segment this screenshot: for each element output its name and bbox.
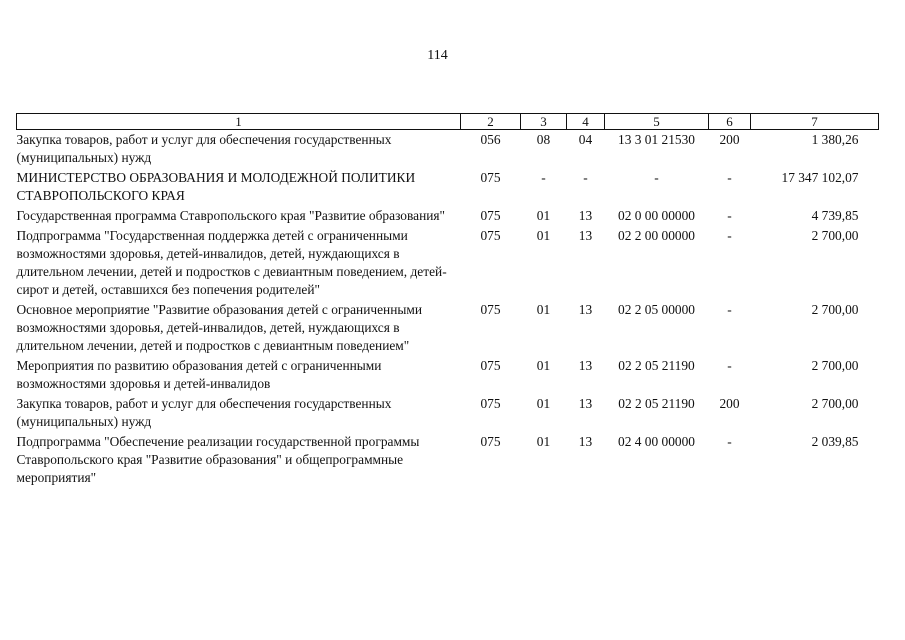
row-col-6: -	[727, 170, 732, 185]
row-col-5: 02 2 00 00000	[618, 228, 695, 243]
row-col-2: 075	[480, 228, 501, 243]
row-col-2: 056	[480, 132, 501, 147]
row-col-5: 02 2 05 00000	[618, 302, 695, 317]
row-amount: 17 347 102,07	[781, 170, 859, 185]
row-col-5: 02 0 00 00000	[618, 208, 695, 223]
row-col-3: 01	[536, 358, 551, 373]
header-col-7: 7	[751, 114, 879, 130]
row-col-6: 200	[719, 396, 740, 411]
header-row	[17, 114, 879, 130]
header-col-2: 2	[461, 114, 521, 130]
row-amount: 2 039,85	[811, 434, 859, 449]
table-row	[17, 130, 879, 170]
header-col-3: 3	[521, 114, 567, 130]
page-number: 114	[427, 48, 448, 63]
row-col-3: 01	[536, 302, 551, 317]
row-amount: 4 739,85	[811, 208, 859, 223]
row-amount: 2 700,00	[811, 228, 859, 243]
row-col-3: 01	[536, 396, 551, 411]
row-col-2: 075	[480, 302, 501, 317]
row-name: Закупка товаров, работ и услуг для обеспечения государственных (муниципальных) нужд	[16, 396, 392, 429]
row-col-2: 075	[480, 358, 501, 373]
row-col-6: -	[727, 208, 732, 223]
row-col-5: 02 4 00 00000	[618, 434, 695, 449]
row-col-6: -	[727, 228, 732, 243]
header-col-5: 5	[605, 114, 709, 130]
row-col-5: 02 2 05 21190	[618, 396, 695, 411]
row-col-3: 01	[536, 434, 551, 449]
row-col-5: -	[654, 170, 659, 185]
header-col-4: 4	[567, 114, 605, 130]
row-name: Основное мероприятие "Развитие образования детей с ограниченными возможностями здоровья, детей-инвалидов, детей, нуждающихся в длительном лечении, детей и подростков с девиантным поведением"	[16, 302, 423, 353]
row-amount: 2 700,00	[811, 396, 859, 411]
row-name: Государственная программа Ставропольского края "Развитие образования"	[16, 208, 446, 223]
row-col-6: -	[727, 434, 732, 449]
header-col-1: 1	[17, 114, 461, 130]
row-col-4: 04	[578, 132, 593, 147]
header-col-6: 6	[709, 114, 751, 130]
row-name: Подпрограмма "Обеспечение реализации государственной программы Ставропольского края "Развитие образования" и общепрограммные мероприятия"	[16, 434, 420, 485]
budget-table	[16, 113, 879, 489]
row-col-4: -	[583, 170, 588, 185]
row-col-4: 13	[578, 228, 593, 243]
row-col-2: 075	[480, 208, 501, 223]
row-col-6: -	[727, 302, 732, 317]
row-col-5: 13 3 01 21530	[618, 132, 695, 147]
row-col-4: 13	[578, 358, 593, 373]
row-name: Закупка товаров, работ и услуг для обеспечения государственных (муниципальных) нужд	[16, 132, 392, 165]
row-col-4: 13	[578, 302, 593, 317]
table-row	[17, 395, 879, 433]
table-row	[17, 301, 879, 357]
row-col-6: -	[727, 358, 732, 373]
row-amount: 2 700,00	[811, 302, 859, 317]
table-row	[17, 169, 879, 207]
table-row	[17, 357, 879, 395]
row-amount: 2 700,00	[811, 358, 859, 373]
table-row	[17, 227, 879, 301]
row-amount: 1 380,26	[811, 132, 859, 147]
row-col-4: 13	[578, 208, 593, 223]
table-row	[17, 207, 879, 227]
row-name: Подпрограмма "Государственная поддержка детей с ограниченными возможностями здоровья, детей-инвалидов, детей, нуждающихся в длительном лечении, детей и подростков с девиантным поведением, детей-сирот и детей, оставшихся без попечения родителей"	[16, 228, 447, 297]
table-row	[17, 433, 879, 489]
row-col-2: 075	[480, 170, 501, 185]
row-col-3: 01	[536, 228, 551, 243]
row-col-5: 02 2 05 21190	[618, 358, 695, 373]
row-col-2: 075	[480, 434, 501, 449]
row-col-4: 13	[578, 396, 593, 411]
row-name: МИНИСТЕРСТВО ОБРАЗОВАНИЯ И МОЛОДЕЖНОЙ ПОЛИТИКИ СТАВРОПОЛЬСКОГО КРАЯ	[16, 170, 416, 203]
row-col-4: 13	[578, 434, 593, 449]
row-col-2: 075	[480, 396, 501, 411]
row-col-3: 08	[536, 132, 551, 147]
row-col-3: 01	[536, 208, 551, 223]
row-col-3: -	[541, 170, 546, 185]
row-col-6: 200	[719, 132, 740, 147]
row-name: Мероприятия по развитию образования детей с ограниченными возможностями здоровья и детей-инвалидов	[16, 358, 382, 391]
